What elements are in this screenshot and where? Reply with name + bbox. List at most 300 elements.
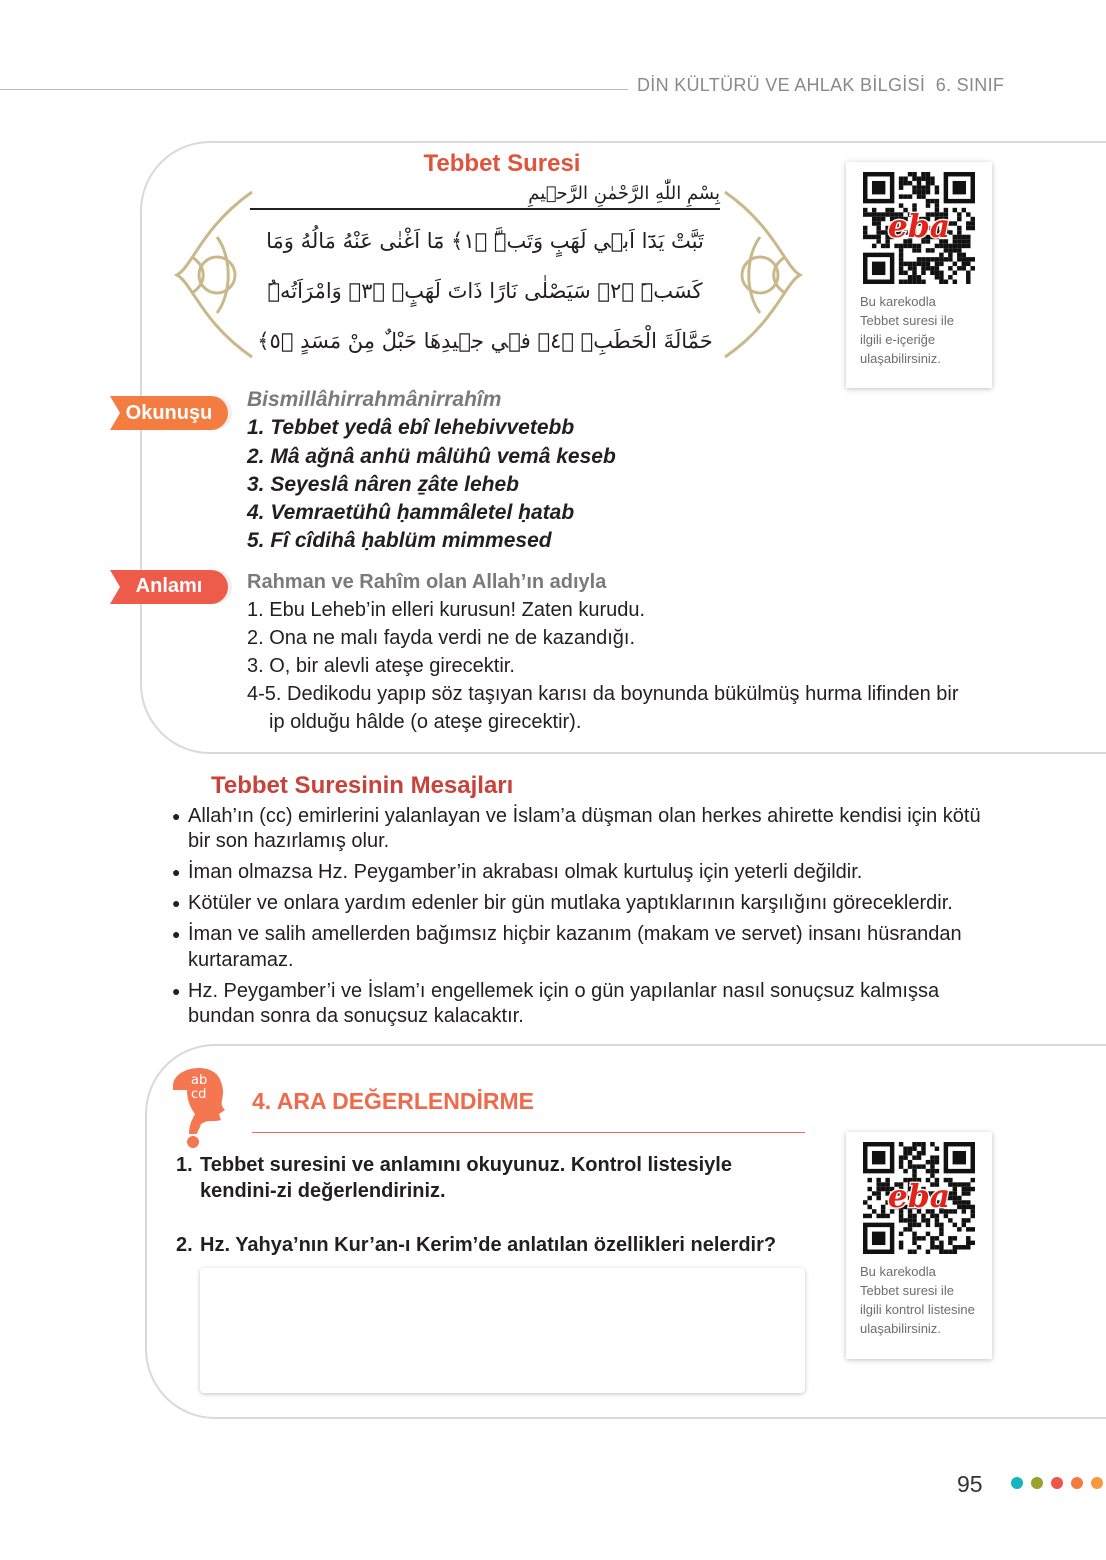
qr-module bbox=[935, 185, 939, 189]
qr-module bbox=[917, 262, 921, 266]
qr-module bbox=[921, 266, 925, 270]
qr-module bbox=[962, 208, 966, 212]
qr-module bbox=[948, 1240, 952, 1244]
qr-module bbox=[876, 1213, 880, 1217]
qr-module bbox=[899, 176, 903, 180]
qr-module bbox=[966, 1245, 970, 1249]
ornament-right-icon bbox=[720, 187, 805, 362]
qr-module bbox=[912, 1222, 916, 1226]
qr-module bbox=[921, 1236, 925, 1240]
qr-module bbox=[912, 1169, 916, 1173]
qr-module bbox=[962, 1218, 966, 1222]
anlam-line: 2. Ona ne malı fayda verdi ne de kazandığı. bbox=[247, 626, 636, 649]
qr-module bbox=[926, 248, 930, 252]
qr-module bbox=[899, 1231, 903, 1235]
qr-module bbox=[926, 1218, 930, 1222]
anlam-line: Rahman ve Rahîm olan Allah’ın adıyla bbox=[247, 570, 607, 593]
qr-module bbox=[899, 194, 903, 198]
qr-module bbox=[930, 1240, 934, 1244]
question-2 bbox=[176, 1232, 806, 1258]
qr-module bbox=[926, 181, 930, 185]
qr-module bbox=[926, 172, 930, 176]
question-text: Hz. Yahya’nın Kur’an-ı Kerim’de anlatılan özellikleri nelerdir? bbox=[200, 1233, 777, 1256]
qr-module bbox=[912, 185, 916, 189]
qr-module bbox=[921, 190, 925, 194]
qr-module bbox=[939, 280, 943, 284]
qr-module bbox=[917, 1236, 921, 1240]
qr-module bbox=[921, 1218, 925, 1222]
qr-module bbox=[971, 1240, 975, 1244]
qr-finder bbox=[953, 1151, 966, 1164]
qr-module bbox=[917, 280, 921, 284]
qr-module bbox=[930, 1142, 934, 1146]
qr-module bbox=[926, 266, 930, 270]
qr-module bbox=[966, 226, 970, 230]
qr-module bbox=[876, 1182, 880, 1186]
qr-module bbox=[921, 1151, 925, 1155]
qr-module bbox=[908, 1151, 912, 1155]
qr-module bbox=[957, 248, 961, 252]
qr-module bbox=[971, 1209, 975, 1213]
qr-module bbox=[921, 1146, 925, 1150]
list-item: ● Hz. Peygamber’i ve İslam’ı engellemek için o gün yapılanlar nasıl sonuçsuz kalmışsa bundan sonra da sonuçsuz kalacaktır. bbox=[172, 979, 992, 1030]
qr-module bbox=[957, 230, 961, 234]
qr-module bbox=[962, 262, 966, 266]
qr-module bbox=[962, 257, 966, 261]
transliteration bbox=[247, 386, 1007, 556]
qr-module bbox=[935, 1222, 939, 1226]
qr-module bbox=[876, 221, 880, 225]
anlam-section bbox=[135, 568, 997, 736]
okunus-badge bbox=[110, 396, 228, 430]
qr-module bbox=[953, 1249, 957, 1253]
qr-module bbox=[966, 1182, 970, 1186]
qr-module bbox=[966, 280, 970, 284]
qr-module bbox=[903, 1218, 907, 1222]
qr-module bbox=[953, 1209, 957, 1213]
qr-module bbox=[939, 271, 943, 275]
qr-module bbox=[939, 1240, 943, 1244]
qr-module bbox=[962, 1187, 966, 1191]
qr-module bbox=[917, 275, 921, 279]
dot bbox=[1031, 1477, 1043, 1489]
messages-title: Tebbet Suresinin Mesajları bbox=[211, 771, 514, 799]
qr-module bbox=[926, 1169, 930, 1173]
qr-module bbox=[863, 235, 867, 239]
qr-module bbox=[935, 1169, 939, 1173]
qr-module bbox=[908, 194, 912, 198]
qr-module bbox=[953, 1245, 957, 1249]
qr-module bbox=[930, 248, 934, 252]
question-number: 2. bbox=[176, 1233, 193, 1256]
qr-module bbox=[971, 226, 975, 230]
qr-module bbox=[953, 1187, 957, 1191]
qr-module bbox=[876, 230, 880, 234]
qr-module bbox=[962, 244, 966, 248]
qr-module bbox=[876, 1196, 880, 1200]
qr-module bbox=[872, 217, 876, 221]
qr-module bbox=[881, 1205, 885, 1209]
qr-module bbox=[962, 1209, 966, 1213]
qr-module bbox=[957, 266, 961, 270]
qr-module bbox=[966, 239, 970, 243]
qr-module bbox=[948, 1236, 952, 1240]
qr-module bbox=[876, 212, 880, 216]
qr-module bbox=[953, 280, 957, 284]
qr-module bbox=[899, 185, 903, 189]
qr-module bbox=[944, 1249, 948, 1253]
qr-card-checklist[interactable] bbox=[846, 1132, 992, 1359]
qr-module bbox=[966, 1240, 970, 1244]
qr-module bbox=[908, 1146, 912, 1150]
qr-module bbox=[908, 1218, 912, 1222]
list-item: ● Allah’ın (cc) emirlerini yalanlayan ve İslam’a düşman olan herkes ahirette kendisi için kötü bir son hazırlamış olur. bbox=[172, 804, 992, 855]
qr-module bbox=[930, 1169, 934, 1173]
qr-module bbox=[903, 280, 907, 284]
qr-module bbox=[962, 266, 966, 270]
qr-module bbox=[939, 1249, 943, 1253]
qr-module bbox=[917, 190, 921, 194]
qr-module bbox=[867, 1178, 871, 1182]
qr-module bbox=[957, 239, 961, 243]
qr-module bbox=[971, 1178, 975, 1182]
qr-module bbox=[971, 257, 975, 261]
qr-module bbox=[948, 248, 952, 252]
qr-module bbox=[930, 257, 934, 261]
qr-module bbox=[881, 230, 885, 234]
qr-module bbox=[953, 1200, 957, 1204]
qr-finder bbox=[953, 181, 966, 194]
qr-module bbox=[953, 239, 957, 243]
page-number: 95 bbox=[957, 1470, 983, 1497]
qr-module bbox=[926, 1160, 930, 1164]
qr-module bbox=[899, 1142, 903, 1146]
qr-module bbox=[935, 271, 939, 275]
qr-module bbox=[971, 1205, 975, 1209]
qr-module bbox=[912, 1240, 916, 1244]
qr-module bbox=[908, 280, 912, 284]
qr-module bbox=[921, 176, 925, 180]
qr-module bbox=[881, 1187, 885, 1191]
qr-module bbox=[867, 1187, 871, 1191]
qr-module bbox=[881, 1209, 885, 1213]
qr-module bbox=[863, 212, 867, 216]
qr-module bbox=[917, 181, 921, 185]
qr-module bbox=[903, 194, 907, 198]
qr-module bbox=[899, 266, 903, 270]
anlam-badge bbox=[110, 570, 228, 604]
qr-module bbox=[867, 1205, 871, 1209]
question-number: 1. bbox=[176, 1153, 193, 1176]
qr-module bbox=[935, 266, 939, 270]
qr-module bbox=[930, 199, 934, 203]
qr-module bbox=[912, 280, 916, 284]
qr-module bbox=[930, 1164, 934, 1168]
book-title: DİN KÜLTÜRÜ VE AHLAK BİLGİSİ 6. SINIF bbox=[637, 75, 1005, 95]
evaluation-title: 4. ARA DEĞERLENDİRME bbox=[252, 1087, 534, 1114]
qr-module bbox=[917, 1155, 921, 1159]
qr-module bbox=[957, 253, 961, 257]
qr-module bbox=[876, 226, 880, 230]
question-head-icon bbox=[165, 1058, 229, 1148]
qr-module bbox=[971, 266, 975, 270]
qr-module bbox=[917, 248, 921, 252]
qr-module bbox=[912, 1236, 916, 1240]
qr-module bbox=[939, 1231, 943, 1235]
qr-module bbox=[930, 271, 934, 275]
qr-module bbox=[872, 221, 876, 225]
header-rule bbox=[0, 89, 628, 90]
qr-module bbox=[930, 1236, 934, 1240]
qr-module bbox=[912, 176, 916, 180]
qr-module bbox=[912, 262, 916, 266]
qr-module bbox=[908, 1164, 912, 1168]
question-text: Tebbet suresini ve anlamını okuyunuz. Kontrol listesiyle kendini-zi değerlendiriniz. bbox=[200, 1153, 732, 1202]
qr-module bbox=[899, 262, 903, 266]
qr-module bbox=[867, 1196, 871, 1200]
qr-module bbox=[912, 1249, 916, 1253]
anlam-label: Anlamı bbox=[135, 575, 203, 598]
qr-module bbox=[935, 203, 939, 207]
qr-module bbox=[921, 1142, 925, 1146]
qr-module bbox=[899, 1155, 903, 1159]
qr-module bbox=[912, 1218, 916, 1222]
qr-module bbox=[926, 257, 930, 261]
qr-module bbox=[939, 262, 943, 266]
qr-module bbox=[953, 1236, 957, 1240]
qr-module bbox=[962, 1200, 966, 1204]
dot bbox=[1091, 1477, 1103, 1489]
qr-module bbox=[912, 271, 916, 275]
qr-module bbox=[926, 262, 930, 266]
qr-finder bbox=[872, 262, 885, 275]
qr-module bbox=[921, 271, 925, 275]
qr-module bbox=[908, 275, 912, 279]
okunus-line: 3. Seyeslâ nâren ẕâte leheb bbox=[247, 472, 519, 496]
qr-module bbox=[926, 1222, 930, 1226]
qr-module bbox=[867, 235, 871, 239]
qr-module bbox=[899, 257, 903, 261]
qr-module bbox=[899, 1245, 903, 1249]
qr-module bbox=[939, 1245, 943, 1249]
qr-module bbox=[930, 1245, 934, 1249]
qr-module bbox=[872, 244, 876, 248]
qr-module bbox=[903, 1227, 907, 1231]
qr-module bbox=[944, 257, 948, 261]
qr-code-icon[interactable] bbox=[863, 172, 975, 284]
qr-module bbox=[966, 257, 970, 261]
qr-module bbox=[908, 266, 912, 270]
surah-title: Tebbet Suresi bbox=[423, 150, 581, 177]
qr-module bbox=[966, 221, 970, 225]
evaluation-panel bbox=[145, 1044, 1106, 1419]
qr-module bbox=[962, 1205, 966, 1209]
answer-box[interactable] bbox=[200, 1268, 805, 1393]
qr-module bbox=[930, 266, 934, 270]
qr-module bbox=[917, 185, 921, 189]
qr-module bbox=[903, 181, 907, 185]
page-footer bbox=[0, 1471, 1106, 1511]
qr-module bbox=[926, 199, 930, 203]
qr-module bbox=[953, 262, 957, 266]
surah-header-area bbox=[142, 143, 1106, 386]
arabic-line: تَبَّتْ يَدَٓا اَب۪ي لَهَبٍ وَتَبَّۜ ﴿١﴾ مَٓا اَغْنٰى عَنْهُ مَالُهُ وَمَا bbox=[266, 229, 704, 253]
qr-module bbox=[872, 212, 876, 216]
meaning bbox=[247, 568, 997, 736]
qr-module bbox=[863, 1200, 867, 1204]
qr-module bbox=[957, 244, 961, 248]
qr-module bbox=[926, 1249, 930, 1253]
qr-module bbox=[926, 190, 930, 194]
qr-module bbox=[917, 176, 921, 180]
qr-module bbox=[903, 271, 907, 275]
qr-module bbox=[903, 1155, 907, 1159]
qr-module bbox=[935, 1236, 939, 1240]
qr-module bbox=[921, 257, 925, 261]
qr-module bbox=[912, 1173, 916, 1177]
qr-module bbox=[912, 203, 916, 207]
qr-module bbox=[935, 1245, 939, 1249]
qr-module bbox=[917, 1151, 921, 1155]
bismillah: بِسْمِ اللّٰهِ الرَّحْمٰنِ الرَّح۪يمِ bbox=[250, 183, 720, 210]
qr-module bbox=[962, 1222, 966, 1226]
qr-module bbox=[903, 1146, 907, 1150]
qr-module bbox=[903, 262, 907, 266]
qr-module bbox=[872, 208, 876, 212]
qr-module bbox=[939, 1227, 943, 1231]
dot bbox=[1011, 1477, 1023, 1489]
qr-module bbox=[930, 1160, 934, 1164]
qr-module bbox=[953, 244, 957, 248]
dot bbox=[1071, 1477, 1083, 1489]
anlam-line: 1. Ebu Leheb’in elleri kurusun! Zaten kurudu. bbox=[247, 598, 646, 621]
ornament-left-icon bbox=[172, 187, 257, 362]
okunus-line: 5. Fî cîdihâ ḥablüm mimmesed bbox=[247, 529, 552, 553]
qr-module bbox=[944, 248, 948, 252]
qr-finder bbox=[872, 181, 885, 194]
qr-caption: Bu karekodla Tebbet suresi ile ilgili kontrol listesine ulaşabilirsiniz. bbox=[860, 1263, 975, 1336]
qr-module bbox=[872, 1209, 876, 1213]
qr-module bbox=[966, 244, 970, 248]
list-item: ● Kötüler ve onlara yardım edenler bir gün mutlaka yaptıklarının karşılığını göreceklerdir. bbox=[172, 891, 992, 917]
qr-module bbox=[957, 1245, 961, 1249]
qr-module bbox=[962, 235, 966, 239]
qr-module bbox=[953, 1191, 957, 1195]
qr-module bbox=[935, 1160, 939, 1164]
qr-module bbox=[948, 1249, 952, 1253]
qr-module bbox=[903, 1169, 907, 1173]
title-rule bbox=[252, 1132, 805, 1133]
qr-module bbox=[971, 1213, 975, 1217]
qr-module bbox=[930, 181, 934, 185]
qr-module bbox=[903, 176, 907, 180]
list-item: ● İman ve salih amellerden bağımsız hiçbir kazanım (makam ve servet) insanı hüsrandan kurtaramaz. bbox=[172, 922, 992, 973]
qr-module bbox=[935, 275, 939, 279]
qr-module bbox=[912, 1142, 916, 1146]
qr-finder bbox=[872, 1231, 885, 1244]
anlam-line: ip olduğu hâlde (o ateşe girecektir). bbox=[269, 710, 582, 733]
qr-module bbox=[966, 1218, 970, 1222]
dot bbox=[1051, 1477, 1063, 1489]
qr-module bbox=[926, 185, 930, 189]
qr-module bbox=[935, 1146, 939, 1150]
qr-module bbox=[899, 1218, 903, 1222]
qr-module bbox=[921, 194, 925, 198]
qr-module bbox=[966, 1227, 970, 1231]
qr-module bbox=[935, 1155, 939, 1159]
qr-module bbox=[908, 181, 912, 185]
qr-code-icon[interactable] bbox=[863, 1142, 975, 1254]
qr-module bbox=[948, 275, 952, 279]
qr-module bbox=[957, 1200, 961, 1204]
qr-module bbox=[908, 1227, 912, 1231]
qr-module bbox=[957, 212, 961, 216]
qr-module bbox=[899, 248, 903, 252]
qr-module bbox=[899, 1240, 903, 1244]
messages-list bbox=[172, 804, 992, 1030]
qr-module bbox=[926, 176, 930, 180]
qr-finder bbox=[872, 1151, 885, 1164]
qr-module bbox=[863, 230, 867, 234]
okunus-section bbox=[125, 386, 1007, 556]
qr-module bbox=[926, 203, 930, 207]
qr-module bbox=[912, 172, 916, 176]
qr-module bbox=[953, 1222, 957, 1226]
qr-module bbox=[930, 176, 934, 180]
qr-module bbox=[971, 1227, 975, 1231]
qr-module bbox=[935, 262, 939, 266]
qr-module bbox=[912, 190, 916, 194]
qr-module bbox=[899, 203, 903, 207]
qr-module bbox=[957, 257, 961, 261]
qr-module bbox=[921, 185, 925, 189]
qr-module bbox=[953, 235, 957, 239]
qr-module bbox=[917, 257, 921, 261]
qr-module bbox=[876, 217, 880, 221]
qr-module bbox=[881, 1213, 885, 1217]
surah-panel bbox=[125, 141, 1106, 754]
okunus-line: 2. Mâ ağnâ anhü mâlühû vemâ keseb bbox=[247, 444, 616, 468]
qr-module bbox=[912, 266, 916, 270]
qr-module bbox=[876, 239, 880, 243]
qr-module bbox=[917, 1142, 921, 1146]
qr-module bbox=[921, 262, 925, 266]
qr-module bbox=[939, 275, 943, 279]
qr-module bbox=[935, 190, 939, 194]
qr-module bbox=[912, 1164, 916, 1168]
qr-module bbox=[921, 1164, 925, 1168]
qr-module bbox=[908, 262, 912, 266]
qr-module bbox=[899, 1164, 903, 1168]
qr-module bbox=[953, 208, 957, 212]
qr-module bbox=[935, 199, 939, 203]
qr-module bbox=[953, 271, 957, 275]
qr-module bbox=[899, 271, 903, 275]
page-content bbox=[0, 141, 1106, 1551]
qr-module bbox=[917, 1222, 921, 1226]
qr-module bbox=[908, 1160, 912, 1164]
qr-module bbox=[912, 1231, 916, 1235]
qr-module bbox=[957, 217, 961, 221]
okunus-line: Bismillâhirrahmânirrahîm bbox=[247, 388, 502, 411]
qr-card-content[interactable] bbox=[846, 162, 992, 388]
qr-module bbox=[863, 208, 867, 212]
qr-module bbox=[921, 172, 925, 176]
qr-module bbox=[863, 226, 867, 230]
qr-module bbox=[966, 275, 970, 279]
qr-module bbox=[881, 1182, 885, 1186]
qr-module bbox=[867, 212, 871, 216]
